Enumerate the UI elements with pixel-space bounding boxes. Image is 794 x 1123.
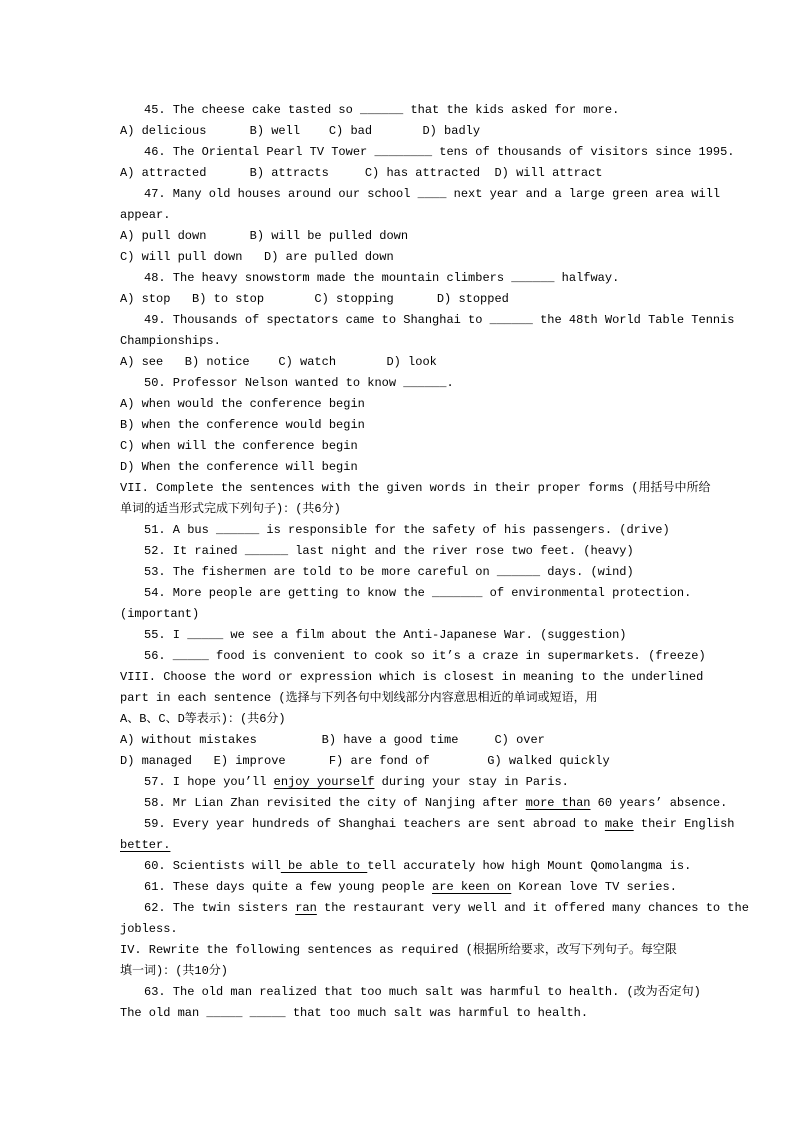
underlined-text: be able to: [280, 859, 368, 873]
text-segment: 46. The Oriental Pearl TV Tower ________ tens of thousands of visitors since 1995.: [144, 145, 735, 159]
text-line: [120, 205, 770, 226]
text-segment: 54. More people are getting to know the _______ of environmental protection.: [144, 586, 692, 600]
text-segment: 57. I hope you’ll: [144, 775, 274, 789]
text-segment: Korean love TV series.: [511, 880, 677, 894]
text-segment: part in each sentence (选择与下列各句中划线部分内容意思相近的单词或短语，用: [120, 691, 598, 705]
text-line: [120, 856, 770, 877]
text-line: [120, 121, 770, 142]
text-segment: 48. The heavy snowstorm made the mountain climbers ______ halfway.: [144, 271, 620, 285]
text-line: [120, 499, 770, 520]
text-segment: 58. Mr Lian Zhan revisited the city of Nanjing after: [144, 796, 526, 810]
text-line: [120, 835, 770, 856]
text-line: [120, 562, 770, 583]
underlined-text: ran: [295, 901, 317, 915]
underlined-text: make: [604, 817, 634, 831]
text-segment: (important): [120, 607, 200, 621]
text-segment: B) when the conference would begin: [120, 418, 365, 432]
text-line: [120, 100, 770, 121]
text-segment: 45. The cheese cake tasted so ______ that the kids asked for more.: [144, 103, 620, 117]
text-segment: 47. Many old houses around our school ____ next year and a large green area will: [144, 187, 721, 201]
underlined-text: enjoy yourself: [273, 775, 375, 789]
underlined-text: more than: [525, 796, 591, 810]
text-segment: C) when will the conference begin: [120, 439, 358, 453]
text-segment: 52. It rained ______ last night and the river rose two feet. (heavy): [144, 544, 634, 558]
text-segment: 59. Every year hundreds of Shanghai teachers are sent abroad to: [144, 817, 605, 831]
document-body: [120, 100, 770, 1024]
text-line: [120, 184, 770, 205]
text-line: [120, 142, 770, 163]
text-segment: 60. Scientists will: [144, 859, 281, 873]
text-line: [120, 625, 770, 646]
underlined-text: better.: [120, 838, 171, 852]
text-line: [120, 709, 770, 730]
text-segment: the restaurant very well and it offered many chances to the: [316, 901, 749, 915]
text-line: [120, 541, 770, 562]
text-segment: VIII. Choose the word or expression which is closest in meaning to the underlined: [120, 670, 704, 684]
text-segment: The old man _____ _____ that too much salt was harmful to health.: [120, 1006, 589, 1020]
text-segment: 49. Thousands of spectators came to Shanghai to ______ the 48th World Table Tennis: [144, 313, 735, 327]
text-line: [120, 415, 770, 436]
text-segment: during your stay in Paris.: [374, 775, 569, 789]
text-line: [120, 268, 770, 289]
text-line: [120, 247, 770, 268]
text-line: [120, 751, 770, 772]
text-line: [120, 919, 770, 940]
text-segment: IV. Rewrite the following sentences as required (根据所给要求，改写下列句子。每空限: [120, 943, 677, 957]
text-segment: D) managed E) improve F) are fond of G) walked quickly: [120, 754, 610, 768]
text-segment: 61. These days quite a few young people: [144, 880, 433, 894]
text-line: [120, 520, 770, 541]
text-segment: 55. I _____ we see a film about the Anti-Japanese War. (suggestion): [144, 628, 627, 642]
text-segment: A) attracted B) attracts C) has attracted D) will attract: [120, 166, 603, 180]
text-line: [120, 730, 770, 751]
text-segment: 填一词)：(共10分): [120, 964, 229, 978]
text-line: [120, 457, 770, 478]
text-segment: VII. Complete the sentences with the given words in their proper forms (用括号中所给: [120, 481, 711, 495]
text-line: [120, 436, 770, 457]
text-segment: C) will pull down D) are pulled down: [120, 250, 394, 264]
text-line: [120, 667, 770, 688]
text-segment: A) stop B) to stop C) stopping D) stopped: [120, 292, 509, 306]
text-line: [120, 394, 770, 415]
text-line: [120, 877, 770, 898]
text-segment: tell accurately how high Mount Qomolangma is.: [367, 859, 692, 873]
text-segment: A) see B) notice C) watch D) look: [120, 355, 437, 369]
text-line: [120, 163, 770, 184]
text-segment: 50. Professor Nelson wanted to know ______.: [144, 376, 454, 390]
text-line: [120, 961, 770, 982]
text-segment: 53. The fishermen are told to be more careful on ______ days. (wind): [144, 565, 634, 579]
text-line: [120, 940, 770, 961]
text-segment: A) without mistakes B) have a good time C) over: [120, 733, 545, 747]
text-line: [120, 583, 770, 604]
text-segment: A) when would the conference begin: [120, 397, 365, 411]
text-segment: A) pull down B) will be pulled down: [120, 229, 409, 243]
text-segment: jobless.: [120, 922, 178, 936]
text-segment: appear.: [120, 208, 171, 222]
text-line: [120, 646, 770, 667]
text-line: [120, 310, 770, 331]
text-segment: 63. The old man realized that too much salt was harmful to health. (改为否定句): [144, 985, 701, 999]
text-line: [120, 226, 770, 247]
text-line: [120, 373, 770, 394]
text-segment: 单词的适当形式完成下列句子)：(共6分): [120, 502, 341, 516]
text-segment: their English: [633, 817, 735, 831]
text-line: [120, 478, 770, 499]
text-line: [120, 352, 770, 373]
text-segment: 56. _____ food is convenient to cook so it’s a craze in supermarkets. (freeze): [144, 649, 706, 663]
text-line: [120, 1003, 770, 1024]
text-line: [120, 793, 770, 814]
text-line: [120, 982, 770, 1003]
text-line: [120, 604, 770, 625]
underlined-text: are keen on: [432, 880, 512, 894]
text-segment: A) delicious B) well C) bad D) badly: [120, 124, 481, 138]
text-line: [120, 688, 770, 709]
text-segment: A、B、C、D等表示)：(共6分): [120, 712, 286, 726]
text-line: [120, 898, 770, 919]
text-segment: Championships.: [120, 334, 221, 348]
text-segment: D) When the conference will begin: [120, 460, 358, 474]
text-segment: 62. The twin sisters: [144, 901, 296, 915]
text-line: [120, 814, 770, 835]
text-line: [120, 331, 770, 352]
text-segment: 60 years’ absence.: [590, 796, 728, 810]
text-line: [120, 289, 770, 310]
text-line: [120, 772, 770, 793]
text-segment: 51. A bus ______ is responsible for the safety of his passengers. (drive): [144, 523, 670, 537]
